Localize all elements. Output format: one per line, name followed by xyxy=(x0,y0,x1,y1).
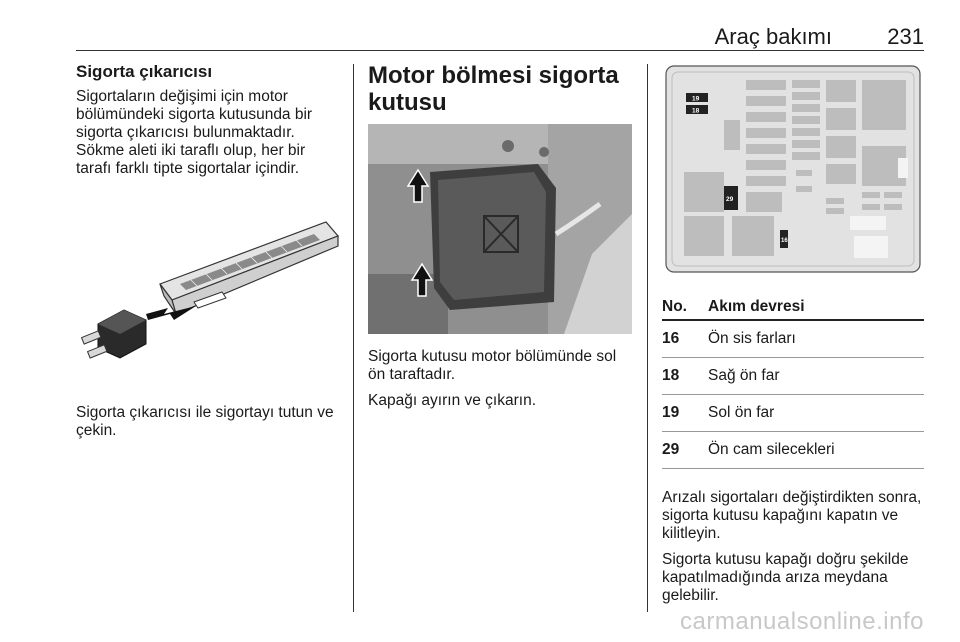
fuse-circuit: Sol ön far xyxy=(708,395,924,432)
column-divider-2 xyxy=(647,64,648,612)
table-row xyxy=(662,320,924,358)
fuse-extractor-illustration xyxy=(76,202,342,380)
fuse-number: 29 xyxy=(662,432,708,469)
fuse-table xyxy=(662,294,924,469)
header-title: Araç bakımı xyxy=(714,24,832,49)
diagram-label-19: 19 xyxy=(692,95,700,103)
watermark: carmanualsonline.info xyxy=(680,608,924,635)
column-divider-1 xyxy=(353,64,354,612)
fuse-circuit: Ön sis farları xyxy=(708,320,924,358)
column-fuse-extractor xyxy=(76,62,342,440)
col-header-no: No. xyxy=(662,294,708,320)
column-engine-fusebox xyxy=(368,62,634,410)
warning-text: Sigorta kutusu kapağı doğru şekilde kapatılmadığında arıza meydana gelebilir. xyxy=(662,551,909,604)
close-cover-text: Arızalı sigortaları değiştirdikten sonra, sigorta kutusu kapağını kapatın ve kilitleyin. xyxy=(662,489,922,542)
fuse-extractor-body: Sigortaların değişimi için motor bölümündeki sigorta kutusunda bir sigorta çıkarıcısı bulunmaktadır. Sökme aleti iki taraflı olup, her bir tarafı farklı tipte sigortalar içindir. xyxy=(76,88,313,177)
page-number: 231 xyxy=(887,24,924,49)
fuse-number: 16 xyxy=(662,320,708,358)
table-row xyxy=(662,432,924,469)
section-heading-engine-fusebox: Motor bölmesi sigorta kutusu xyxy=(368,62,619,116)
fusebox-layout-diagram xyxy=(662,62,924,276)
fusebox-location-text: Sigorta kutusu motor bölümünde sol ön taraftadır. xyxy=(368,348,617,383)
fuse-extractor-caption: Sigorta çıkarıcısı ile sigortayı tutun ve çekin. xyxy=(76,404,334,439)
fuse-number: 19 xyxy=(662,395,708,432)
engine-fusebox-photo xyxy=(368,124,632,334)
section-heading-fuse-extractor: Sigorta çıkarıcısı xyxy=(76,62,213,81)
remove-cover-text: Kapağı ayırın ve çıkarın. xyxy=(368,392,537,409)
col-header-circuit: Akım devresi xyxy=(708,294,924,320)
diagram-label-29: 29 xyxy=(726,196,734,203)
diagram-label-16: 16 xyxy=(781,238,788,244)
fuse-circuit: Sağ ön far xyxy=(708,358,924,395)
column-fuse-table xyxy=(662,62,924,605)
table-row xyxy=(662,395,924,432)
fuse-table-header xyxy=(662,294,924,320)
table-row xyxy=(662,358,924,395)
fuse-circuit: Ön cam silecekleri xyxy=(708,432,924,469)
header-rule xyxy=(76,50,924,51)
fuse-number: 18 xyxy=(662,358,708,395)
diagram-label-18: 18 xyxy=(692,107,700,115)
page-header xyxy=(76,24,924,50)
